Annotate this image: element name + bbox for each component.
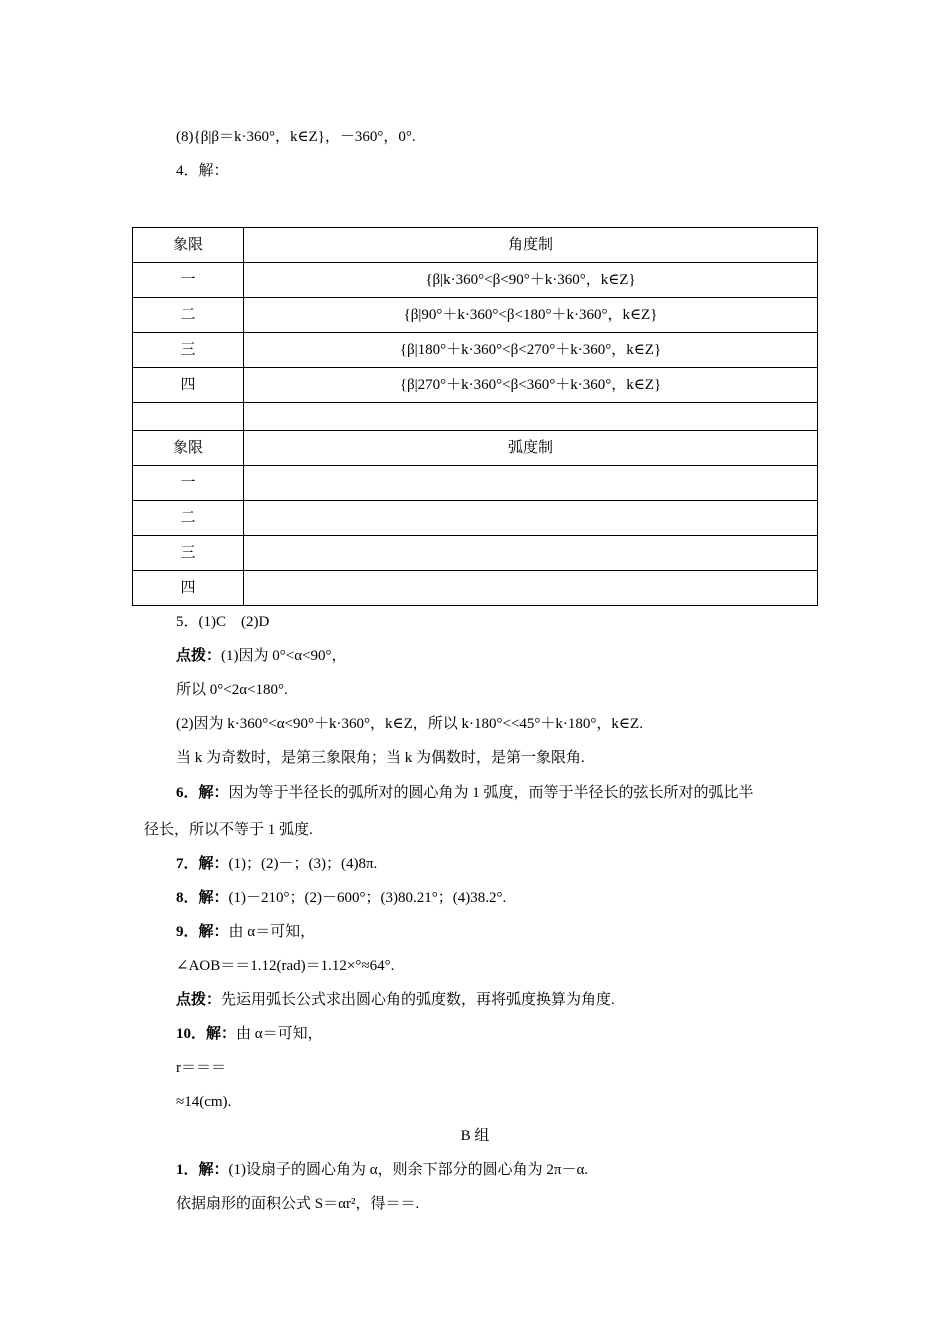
hint-label: 点拨： <box>176 648 222 664</box>
table-header-cell: 象限 <box>133 228 244 263</box>
table-cell: 三 <box>133 536 244 571</box>
answer-label: 6．解： <box>176 785 229 801</box>
question-4: 4．解： <box>176 163 229 179</box>
hint-label: 点拨： <box>176 992 222 1008</box>
answer-text: 因为等于半径长的弧所对的圆心角为 1 弧度，而等于半径长的弦长所对的弧比半 <box>228 785 754 801</box>
table-cell <box>244 501 818 536</box>
answer-7 <box>176 854 377 874</box>
table-header-cell: 弧度制 <box>244 431 818 466</box>
answer-9-line-2: ∠AOB＝＝1.12(rad)＝1.12×°≈64°. <box>176 958 395 974</box>
answer-9 <box>176 922 315 942</box>
answer-5-line-2: 所以 0°<2α<180°. <box>176 682 288 698</box>
table-cell <box>244 571 818 606</box>
hint-5 <box>176 646 347 666</box>
table-row <box>133 228 818 263</box>
table-header-cell: 角度制 <box>244 228 818 263</box>
answer-label: 8．解： <box>176 890 229 906</box>
table-cell <box>244 536 818 571</box>
answer-10-line-3: ≈14(cm). <box>176 1094 232 1110</box>
table-row <box>133 333 818 368</box>
answer-label: 10．解： <box>176 1026 237 1042</box>
quadrant-angle-table <box>132 227 818 606</box>
answer-6-cont: 径长，所以不等于 1 弧度. <box>144 822 313 838</box>
answer-text: (1)设扇子的圆心角为 α，则余下部分的圆心角为 2π－α. <box>228 1162 589 1178</box>
answer-text: 由 α＝可知， <box>236 1026 323 1042</box>
answer-10 <box>176 1024 323 1044</box>
table-row-empty <box>133 403 818 431</box>
table-row <box>133 466 818 501</box>
answer-6 <box>176 783 754 803</box>
answer-5-line-3: (2)因为 k·360°<α<90°＋k·360°，k∈Z，所以 k·180°<<45°＋k·180°，k∈Z. <box>176 716 643 732</box>
table-cell: 四 <box>133 368 244 403</box>
table-cell: 二 <box>133 501 244 536</box>
hint-text: (1)因为 0°<α<90°， <box>221 648 347 664</box>
table-cell: 一 <box>133 466 244 501</box>
table-row <box>133 536 818 571</box>
table-cell: {β|270°＋k·360°<β<360°＋k·360°，k∈Z} <box>244 368 818 403</box>
table-cell <box>133 403 244 431</box>
table-row <box>133 298 818 333</box>
answer-5: 5．(1)C (2)D <box>176 614 270 630</box>
answer-label: 1．解： <box>176 1162 229 1178</box>
table-cell: 四 <box>133 571 244 606</box>
table-cell <box>244 466 818 501</box>
answer-label: 7．解： <box>176 856 229 872</box>
answer-5-line-4: 当 k 为奇数时，是第三象限角；当 k 为偶数时，是第一象限角. <box>176 750 585 766</box>
table-cell: 二 <box>133 298 244 333</box>
answer-label: 9．解： <box>176 924 229 940</box>
answer-text: (1)－210°；(2)－600°；(3)80.21°；(4)38.2°. <box>228 890 507 906</box>
answer-text: 由 α＝可知， <box>228 924 316 940</box>
group-b-heading: B 组 <box>460 1128 490 1144</box>
table-cell <box>244 403 818 431</box>
b-answer-1 <box>176 1160 588 1180</box>
table-row <box>133 431 818 466</box>
answer-text: (1)；(2)－；(3)；(4)8π. <box>228 856 378 872</box>
table-cell: {β|180°＋k·360°<β<270°＋k·360°，k∈Z} <box>244 333 818 368</box>
b-answer-1-line-2: 依据扇形的面积公式 S＝αr²，得＝＝. <box>176 1196 420 1212</box>
answer-8b <box>176 888 506 908</box>
table-cell: {β|90°＋k·360°<β<180°＋k·360°，k∈Z} <box>244 298 818 333</box>
hint-9 <box>176 990 615 1010</box>
answer-10-line-2: r＝＝＝ <box>176 1060 226 1076</box>
table-cell: {β|k·360°<β<90°＋k·360°，k∈Z} <box>244 263 818 298</box>
table-cell: 一 <box>133 263 244 298</box>
table-row <box>133 368 818 403</box>
table-header-cell: 象限 <box>133 431 244 466</box>
hint-text: 先运用弧长公式求出圆心角的弧度数，再将弧度换算为角度. <box>221 992 615 1008</box>
table-row <box>133 571 818 606</box>
answer-8: (8){β|β＝k·360°，k∈Z}，－360°，0°. <box>176 129 416 145</box>
table-row <box>133 501 818 536</box>
table-cell: 三 <box>133 333 244 368</box>
table-row <box>133 263 818 298</box>
